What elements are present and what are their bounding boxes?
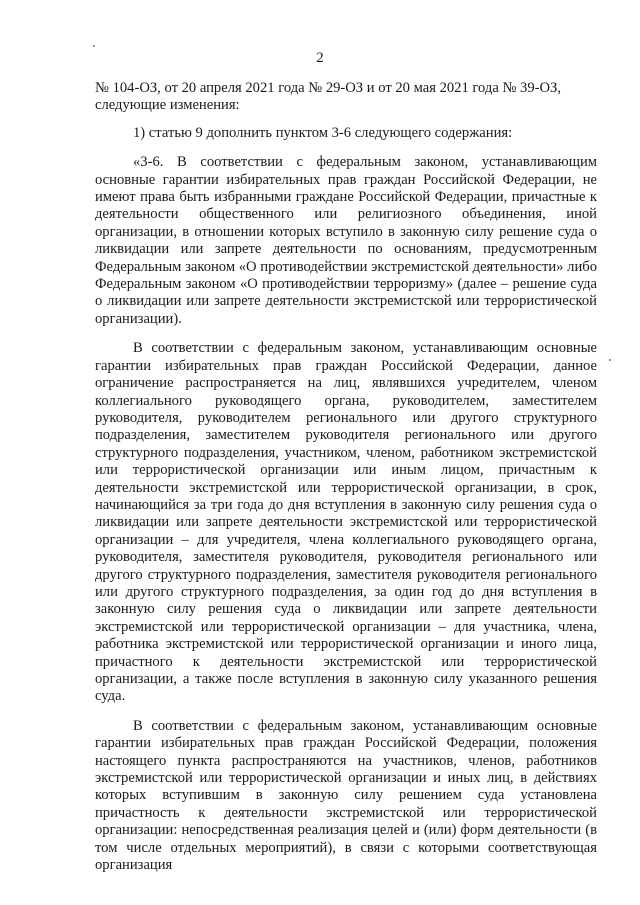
paragraph-point-3-6: «3-6. В соответствии с федеральным законом, устанавливающим основные гарантии избирательных прав граждан Российской Федерации, не имеют права быть избранными граждане Российской Федерации, причастные к деятельности общественного или религиозного объединения, иной организации, в отношении которых вступило в законную силу решение суда о ликвидации или запрете деятельности по основаниям, предусмотренным Федеральным законом «О противодействии экстремистской деятельности» либо Федеральным законом «О противодействии терроризму» (далее – решение суда о ликвидации или запрете деятельности экстремистской или террористической организации). — [95, 154, 597, 327]
paragraph-item-1: 1) статью 9 дополнить пунктом 3-6 следующего содержания: — [133, 124, 513, 141]
page-number: 2 — [316, 50, 324, 66]
document-body — [95, 80, 597, 874]
paragraph-continuation: № 104-ОЗ, от 20 апреля 2021 года № 29-ОЗ и от 20 мая 2021 года № 39-ОЗ, следующие изменения: — [95, 80, 561, 114]
paragraph-provisions-apply: В соответствии с федеральным законом, устанавливающим основные гарантии избирательных прав граждан Российской Федерации, положения настоящего пункта распространяются на участников, членов, работников экстремистской или террористической организации и иных лиц, в действиях которых вступившим в законную силу решением суда установлена причастность к деятельности экстремистской или террористической организации: непосредственная реализация целей и (или) форм деятельности (в том числе отдельных мероприятий), в связи с которыми соответствующая организация — [95, 717, 597, 874]
scan-speck — [609, 359, 611, 361]
scan-speck — [93, 45, 95, 47]
paragraph-restriction-scope: В соответствии с федеральным законом, устанавливающим основные гарантии избирательных прав граждан Российской Федерации, данное ограничение распространяется на лиц, являвшихся учредителем, членом коллегиального руководящего органа, руководителем, заместителем руководителя, руководителем регионального или другого структурного подразделения, заместителем руководителя регионального или другого структурного подразделения, участником, членом, работником экстремистской или террористической организации или иным лицом, причастным к деятельности экстремистской или террористической организации, в срок, начинающийся за три года до дня вступления в законную силу решения суда о ликвидации или запрете деятельности экстремистской или террористической организации – для учредителя, члена коллегиального руководящего органа, руководителя, заместителя руководителя, руководителя регионального или другого структурного подразделения, заместителя руководителя регионального или другого структурного подразделения, за один год до дня вступления в законную силу решения суда о ликвидации или запрете деятельности экстремистской или террористической организации – для участника, члена, работника экстремистской или террористической организации и иного лица, причастного к деятельности экстремистской или террористической организации, а также после вступления в законную силу указанного решения суда. — [95, 340, 597, 705]
